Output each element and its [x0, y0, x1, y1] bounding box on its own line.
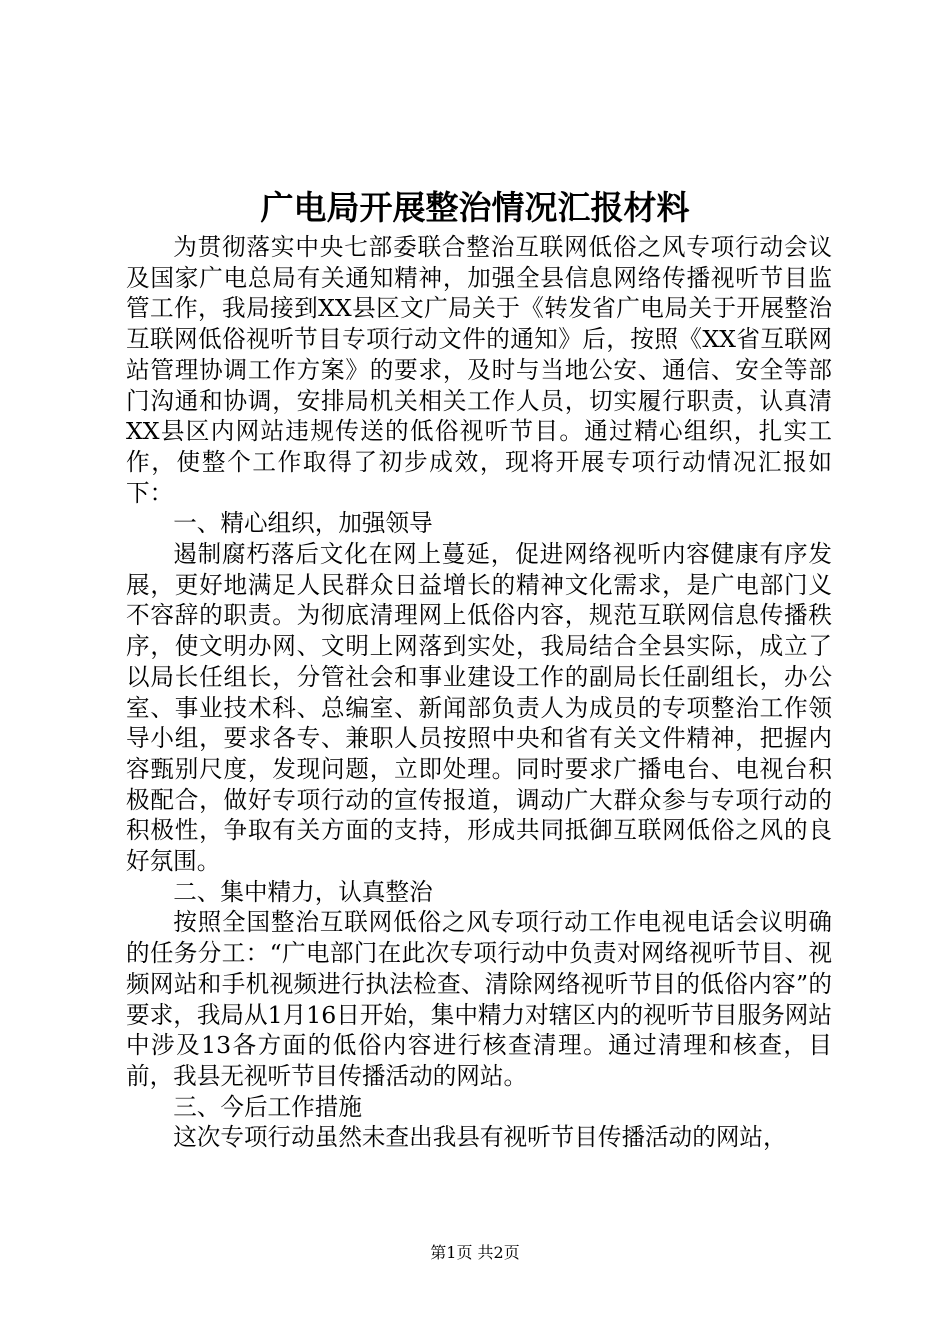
section-heading-1: 一、精心组织，加强领导: [173, 509, 433, 538]
section-heading-3: 三、今后工作措施: [173, 1092, 362, 1121]
paragraph-section-3: 这次专项行动虽然未查出我县有视听节目传播活动的网站，: [173, 1123, 787, 1152]
page-number: 第1页 共2页: [430, 1243, 520, 1262]
paragraph-intro: 为贯彻落实中央七部委联合整治互联网低俗之风专项行动会议及国家广电总局有关通知精神，加强全县信息网络传播视听节目监管工作，我局接到XX县区文广局关于《转发省广电局关于开展整治互联网低俗视听节目专项行动文件的通知》后，按照《XX省互联网站管理协调工作方案》的要求，及时与当地公安、通信、安全等部门沟通和协调，安排局机关相关工作人员，切实履行职责，认真清XX县区内网站违规传送的低俗视听节目。通过精心组织，扎实工作，使整个工作取得了初步成效，现将开展专项行动情况汇报如下：: [126, 233, 832, 507]
section-heading-2: 二、集中精力，认真整治: [173, 877, 433, 906]
paragraph-section-1: 遏制腐朽落后文化在网上蔓延，促进网络视听内容健康有序发展，更好地满足人民群众日益增长的精神文化需求，是广电部门义不容辞的职责。为彻底清理网上低俗内容，规范互联网信息传播秩序，使文明办网、文明上网落到实处，我局结合全县实际，成立了以局长任组长，分管社会和事业建设工作的副局长任副组长，办公室、事业技术科、总编室、新闻部负责人为成员的专项整治工作领导小组，要求各专、兼职人员按照中央和省有关文件精神，把握内容甄别尺度，发现问题，立即处理。同时要求广播电台、电视台积极配合，做好专项行动的宣传报道，调动广大群众参与专项行动的积极性，争取有关方面的支持，形成共同抵御互联网低俗之风的良好氛围。: [126, 540, 832, 876]
paragraph-section-2: 按照全国整治互联网低俗之风专项行动工作电视电话会议明确的任务分工：“广电部门在此次专项行动中负责对网络视听节目、视频网站和手机视频进行执法检查、清除网络视听节目的低俗内容”的要求，我局从1月16日开始，集中精力对辖区内的视听节目服务网站中涉及13各方面的低俗内容进行核查清理。通过清理和核查，目前，我县无视听节目传播活动的网站。: [126, 908, 832, 1090]
document-body: [126, 232, 832, 1153]
document-title: 广电局开展整治情况汇报材料: [260, 188, 690, 227]
